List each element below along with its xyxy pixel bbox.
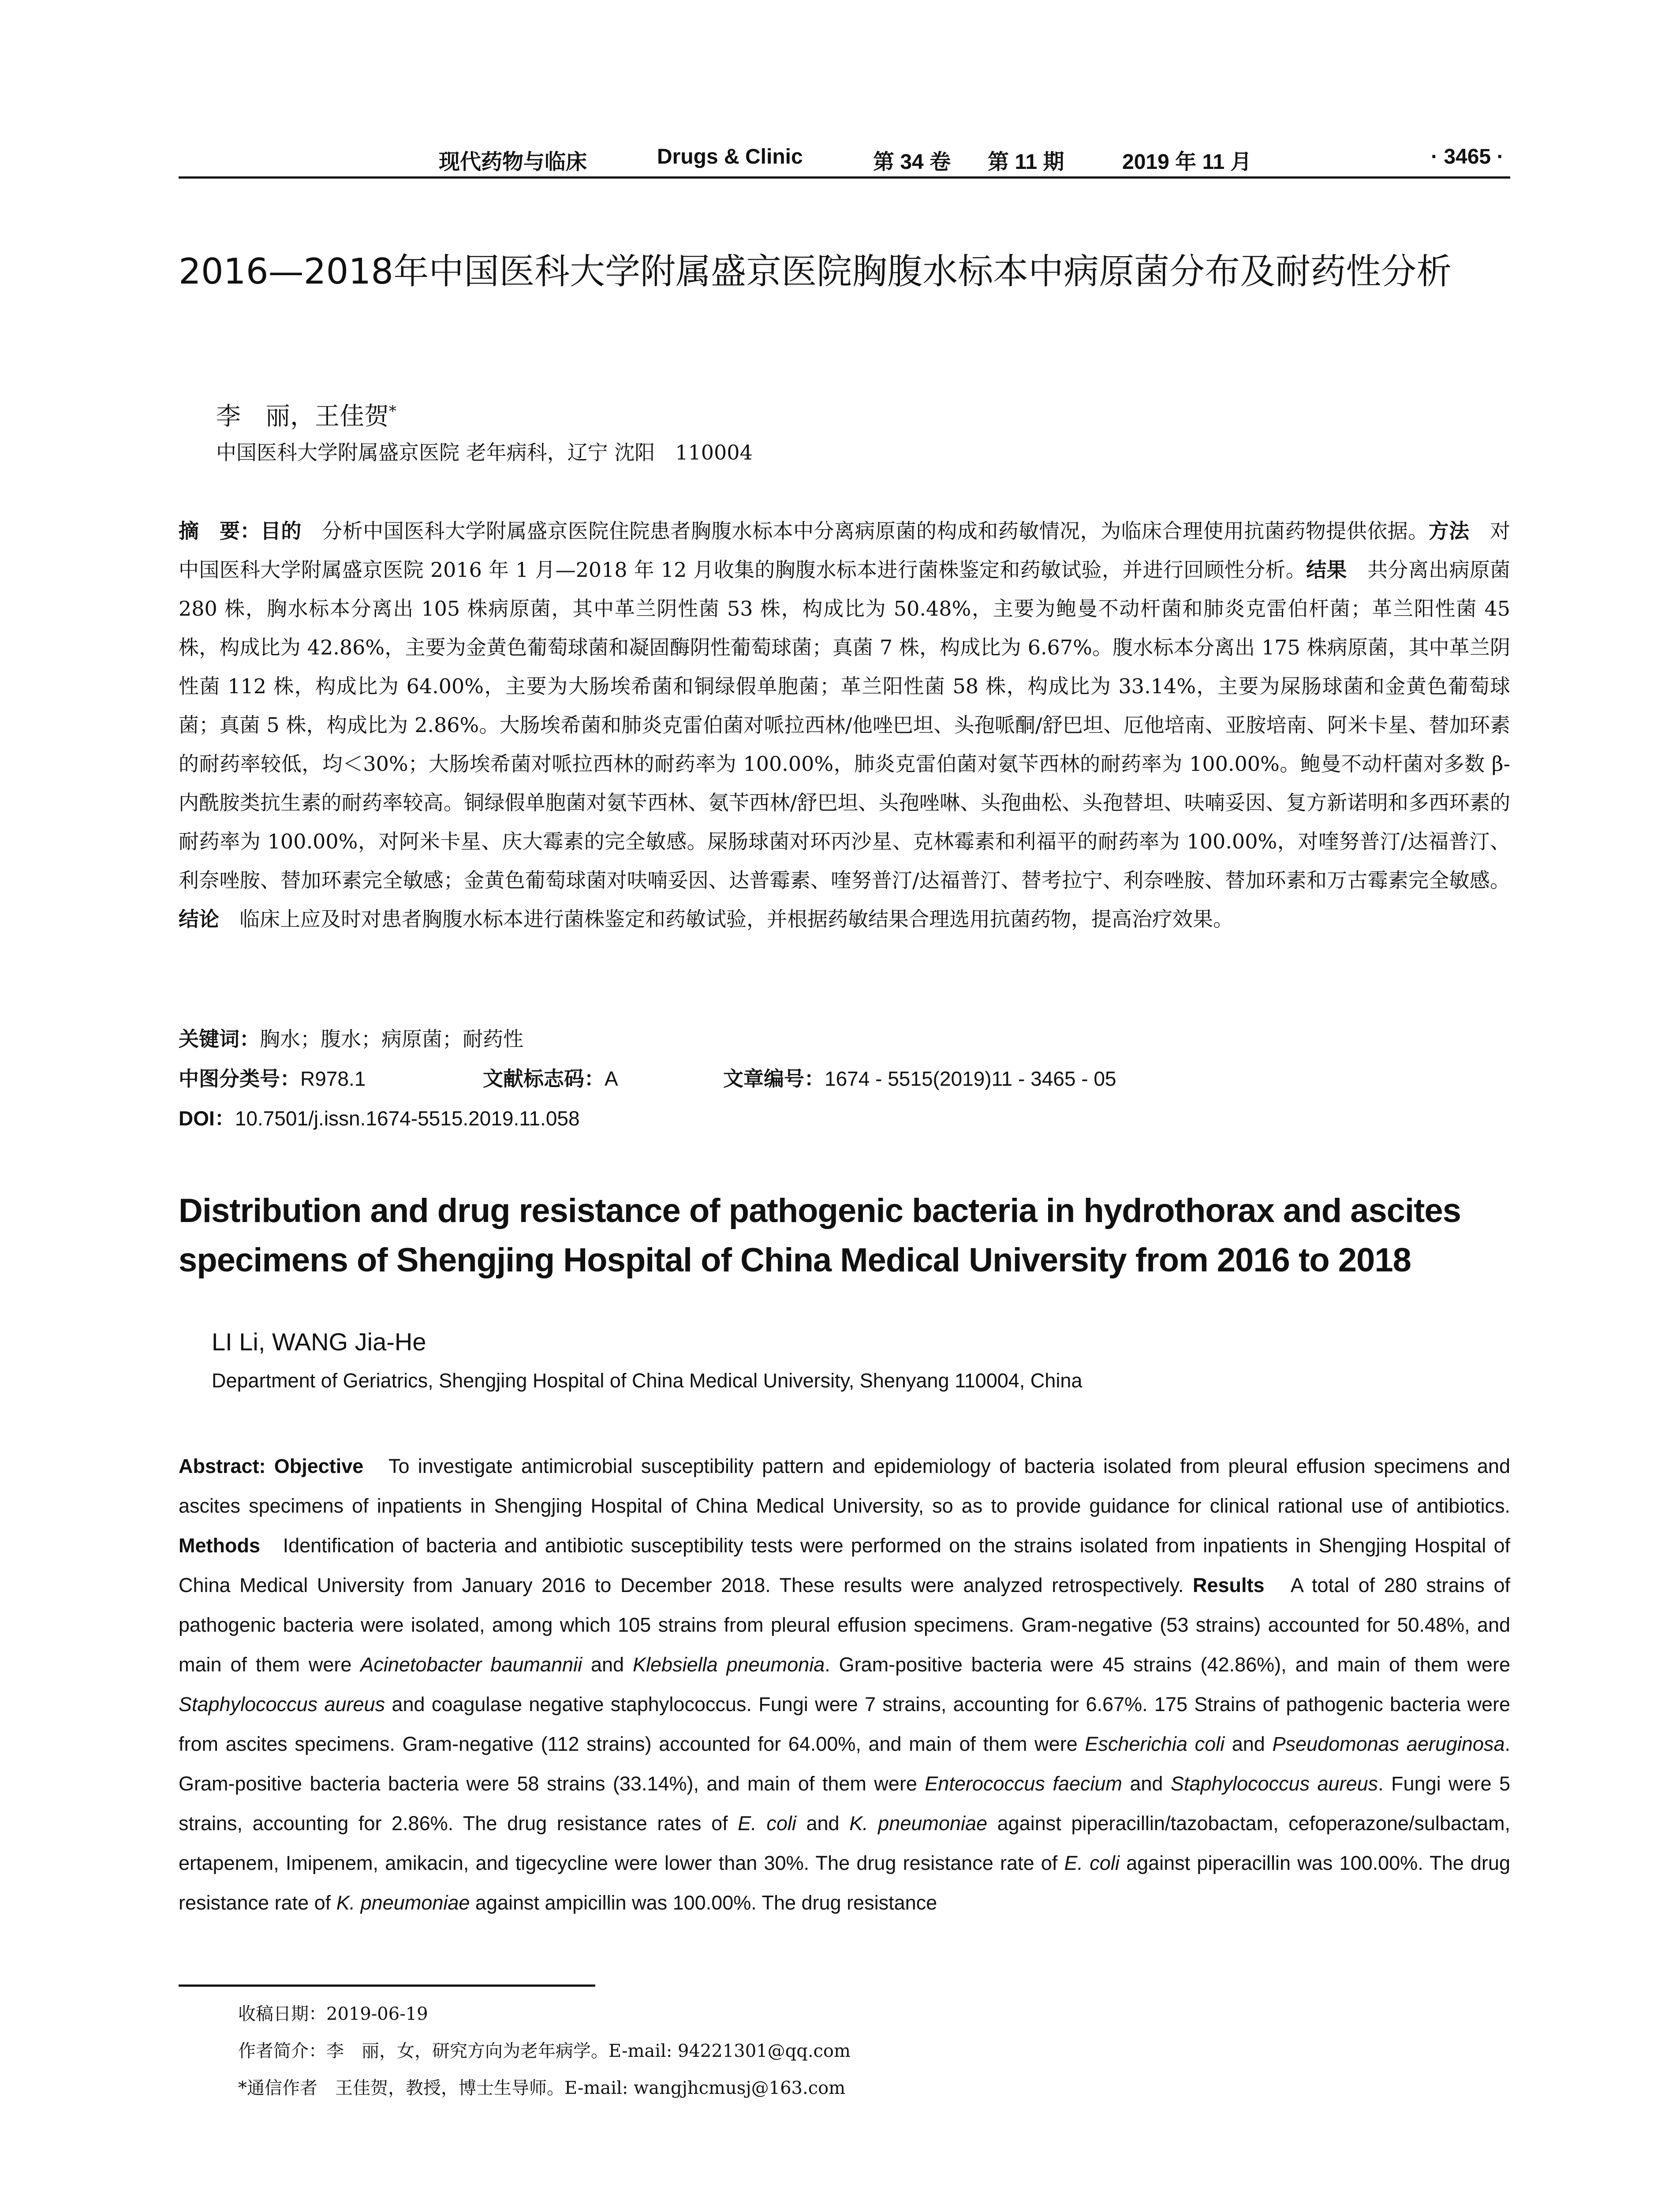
- en-results-text-6: against piperacillin/tazobactam, cefoperazone/sulbactam, ertapenem, Imipenem, amikacin, and tigecycline were lower than 30%. The drug resistance rate of: [179, 1812, 1510, 1874]
- species-e-coli: E. coli: [1064, 1852, 1120, 1874]
- corresponding-author: *通信作者 王佳贺，教授，博士生导师。E-mail: wangjhcmusj@163.com: [238, 2078, 846, 2098]
- zh-title: 2016—2018年中国医科大学附属盛京医院胸腹水标本中病原菌分布及耐药性分析: [179, 251, 1452, 292]
- zh-methods-text: 对中国医科大学附属盛京医院 2016 年 1 月—2018 年 12 月收集的胸腹水标本进行菌株鉴定和药敏试验，并进行回顾性分析。: [179, 519, 1510, 582]
- en-results-text-1: A total of 280 strains of pathogenic bacteria were isolated, among which 105 strains from pleural effusion specimens. Gram-negative (53 strains) accounted for 50.48%, and main of them were: [179, 1574, 1510, 1676]
- zh-keywords: [179, 1023, 523, 1052]
- species-klebsiella: Klebsiella pneumonia: [633, 1653, 825, 1676]
- zh-conclusion-label: 结论: [179, 908, 219, 931]
- zh-conclusion-text: 临床上应及时对患者胸腹水标本进行菌株鉴定和药敏试验，并根据药敏结果合理选用抗菌药物，提高治疗效果。: [219, 907, 1233, 931]
- en-results-text-8: against ampicillin was 100.00%. The drug resistance: [475, 1891, 937, 1914]
- en-abstract-label: Abstract:: [179, 1455, 266, 1477]
- doi-line: [179, 1102, 580, 1132]
- species-escherichia: Escherichia coli: [1085, 1733, 1225, 1755]
- en-affiliation: Department of Geriatrics, Shengjing Hospital of China Medical University, Shenyang 110004, China: [212, 1369, 1083, 1392]
- corresponding-mark: *: [389, 402, 396, 420]
- en-results-text-5: . Fungi were 5 strains, accounting for 2.86%. The drug resistance rates of: [179, 1772, 1511, 1835]
- species-k-pneumoniae: K. pneumoniae: [336, 1891, 470, 1914]
- header-rule: [179, 176, 1510, 179]
- zh-keywords-text: 胸水；腹水；病原菌；耐药性: [260, 1027, 523, 1051]
- article-no-label: 文章编号：: [723, 1067, 825, 1090]
- issue: 第 11 期: [988, 150, 1064, 174]
- en-results-label: Results: [1192, 1574, 1265, 1596]
- en-results-text-2: . Gram-positive bacteria were 45 strains (42.86%), and main of them were: [825, 1653, 1510, 1676]
- en-methods-label: Methods: [179, 1534, 260, 1557]
- en-title: Distribution and drug resistance of pathogenic bacteria in hydrothorax and ascites specimens of Shengjing Hospital of China Medical University from 2016 to 2018: [179, 1192, 1461, 1279]
- species-pseudomonas: Pseudomonas aeruginosa: [1272, 1733, 1505, 1755]
- conjunction: and: [591, 1653, 624, 1676]
- clc-label: 中图分类号：: [179, 1067, 300, 1090]
- zh-abstract-label: 摘 要：: [179, 519, 261, 542]
- journal-name-en: Drugs & Clinic: [657, 145, 803, 168]
- article-no-value: 1674 - 5515(2019)11 - 3465 - 05: [825, 1067, 1116, 1090]
- species-staphylococcus: Staphylococcus aureus: [179, 1693, 385, 1715]
- zh-abstract: [179, 512, 1510, 938]
- zh-keywords-label: 关键词：: [179, 1028, 260, 1050]
- zh-objective-label: 目的: [260, 519, 302, 542]
- zh-results-label: 结果: [1306, 558, 1347, 581]
- page-number: · 3465 ·: [1431, 145, 1504, 168]
- species-k-pneumoniae: K. pneumoniae: [849, 1812, 988, 1835]
- en-objective-text: To investigate antimicrobial susceptibility pattern and epidemiology of bacteria isolated from pleural effusion specimens and ascites specimens of inpatients in Shengjing Hospital of China Medical University, so as to provide guidance for clinical rational use of antibiotics.: [179, 1455, 1510, 1517]
- en-results-text-4: . Gram-positive bacteria bacteria were 58 strains (33.14%), and main of them were: [179, 1733, 1510, 1795]
- doi-value: 10.7501/j.issn.1674-5515.2019.11.058: [235, 1107, 580, 1130]
- en-results-text-7: against piperacillin was 100.00%. The drug resistance rate of: [179, 1852, 1510, 1914]
- footnotes: [238, 1996, 851, 2107]
- zh-affiliation: 中国医科大学附属盛京医院 老年病科，辽宁 沈阳 110004: [216, 441, 753, 464]
- received-date: 收稿日期：2019-06-19: [238, 2004, 428, 2024]
- doi-label: DOI：: [179, 1107, 235, 1130]
- en-methods-text: Identification of bacteria and antibiotic susceptibility tests were performed on the strains isolated from inpatients in Shengjing Hospital of China Medical University from January 2016 to December 2018. These results were analyzed retrospectively.: [179, 1534, 1511, 1596]
- species-acinetobacter: Acinetobacter baumannii: [360, 1653, 582, 1676]
- conjunction: and: [806, 1812, 840, 1835]
- journal-name-zh: 现代药物与临床: [439, 150, 587, 174]
- doc-code-value: A: [605, 1067, 618, 1090]
- species-e-coli: E. coli: [738, 1812, 796, 1835]
- zh-authors: [216, 397, 396, 432]
- issue-date: 2019 年 11 月: [1122, 150, 1252, 174]
- zh-author-names: 李 丽，王佳贺: [216, 402, 389, 431]
- zh-classification: [179, 1063, 1116, 1092]
- en-results-text-3: and coagulase negative staphylococcus. Fungi were 7 strains, accounting for 6.67%. 175 Strains of pathogenic bacteria were from ascites specimens. Gram-negative (112 strains) accounted for 64.00%, and main of them were: [179, 1693, 1510, 1755]
- en-authors: LI Li, WANG Jia-He: [212, 1328, 426, 1356]
- footnote-rule: [179, 1984, 595, 1987]
- species-enterococcus: Enterococcus faecium: [925, 1772, 1122, 1795]
- doc-code-label: 文献标志码：: [483, 1067, 605, 1090]
- en-objective-label: Objective: [274, 1455, 364, 1477]
- conjunction: and: [1232, 1733, 1265, 1755]
- species-staphylococcus: Staphylococcus aureus: [1170, 1772, 1378, 1795]
- clc-value: R978.1: [300, 1067, 366, 1090]
- zh-methods-label: 方法: [1428, 519, 1470, 542]
- volume: 第 34 卷: [873, 150, 951, 174]
- en-abstract: [179, 1446, 1510, 1923]
- zh-results-text: 共分离出病原菌 280 株，胸水标本分离出 105 株病原菌，其中革兰阴性菌 53 株，构成比为 50.48%，主要为鲍曼不动杆菌和肺炎克雷伯杆菌；革兰阳性菌 45 株，构成比为 42.86%，主要为金黄色葡萄球菌和凝固酶阴性葡萄球菌；真菌 7 株，构成比为 6.67%。腹水标本分离出 175 株病原菌，其中革兰阴性菌 112 株，构成比为 64.00%，主要为大肠埃希菌和铜绿假单胞菌；革兰阳性菌 58 株，构成比为 33.14%，主要为屎肠球菌和金黄色葡萄球菌；真菌 5 株，构成比为 2.86%。大肠埃希菌和肺炎克雷伯菌对哌拉西林/他唑巴坦、头孢哌酮/舒巴坦、厄他培南、亚胺培南、阿米卡星、替加环素的耐药率较低，均＜30%；大肠埃希菌对哌拉西林的耐药率为 100.00%，肺炎克雷伯菌对氨苄西林的耐药率为 100.00%。鲍曼不动杆菌对多数 β-内酰胺类抗生素的耐药率较高。铜绿假单胞菌对氨苄西林、氨苄西林/舒巴坦、头孢唑啉、头孢曲松、头孢替坦、呋喃妥因、复方新诺明和多西环素的耐药率为 100.00%，对阿米卡星、庆大霉素的完全敏感。屎肠球菌对环丙沙星、克林霉素和利福平的耐药率为 100.00%，对喹努普汀/达福普汀、利奈唑胺、替加环素完全敏感；金黄色葡萄球菌对呋喃妥因、达普霉素、喹努普汀/达福普汀、替考拉宁、利奈唑胺、替加环素和万古霉素完全敏感。: [179, 558, 1511, 892]
- zh-objective-text: 分析中国医科大学附属盛京医院住院患者胸腹水标本中分离病原菌的构成和药敏情况，为临床合理使用抗菌药物提供依据。: [301, 519, 1429, 543]
- author-info: 作者简介：李 丽，女，研究方向为老年病学。E-mail: 94221301@qq.com: [238, 2041, 851, 2061]
- running-header: [179, 140, 1510, 176]
- conjunction: and: [1130, 1772, 1163, 1795]
